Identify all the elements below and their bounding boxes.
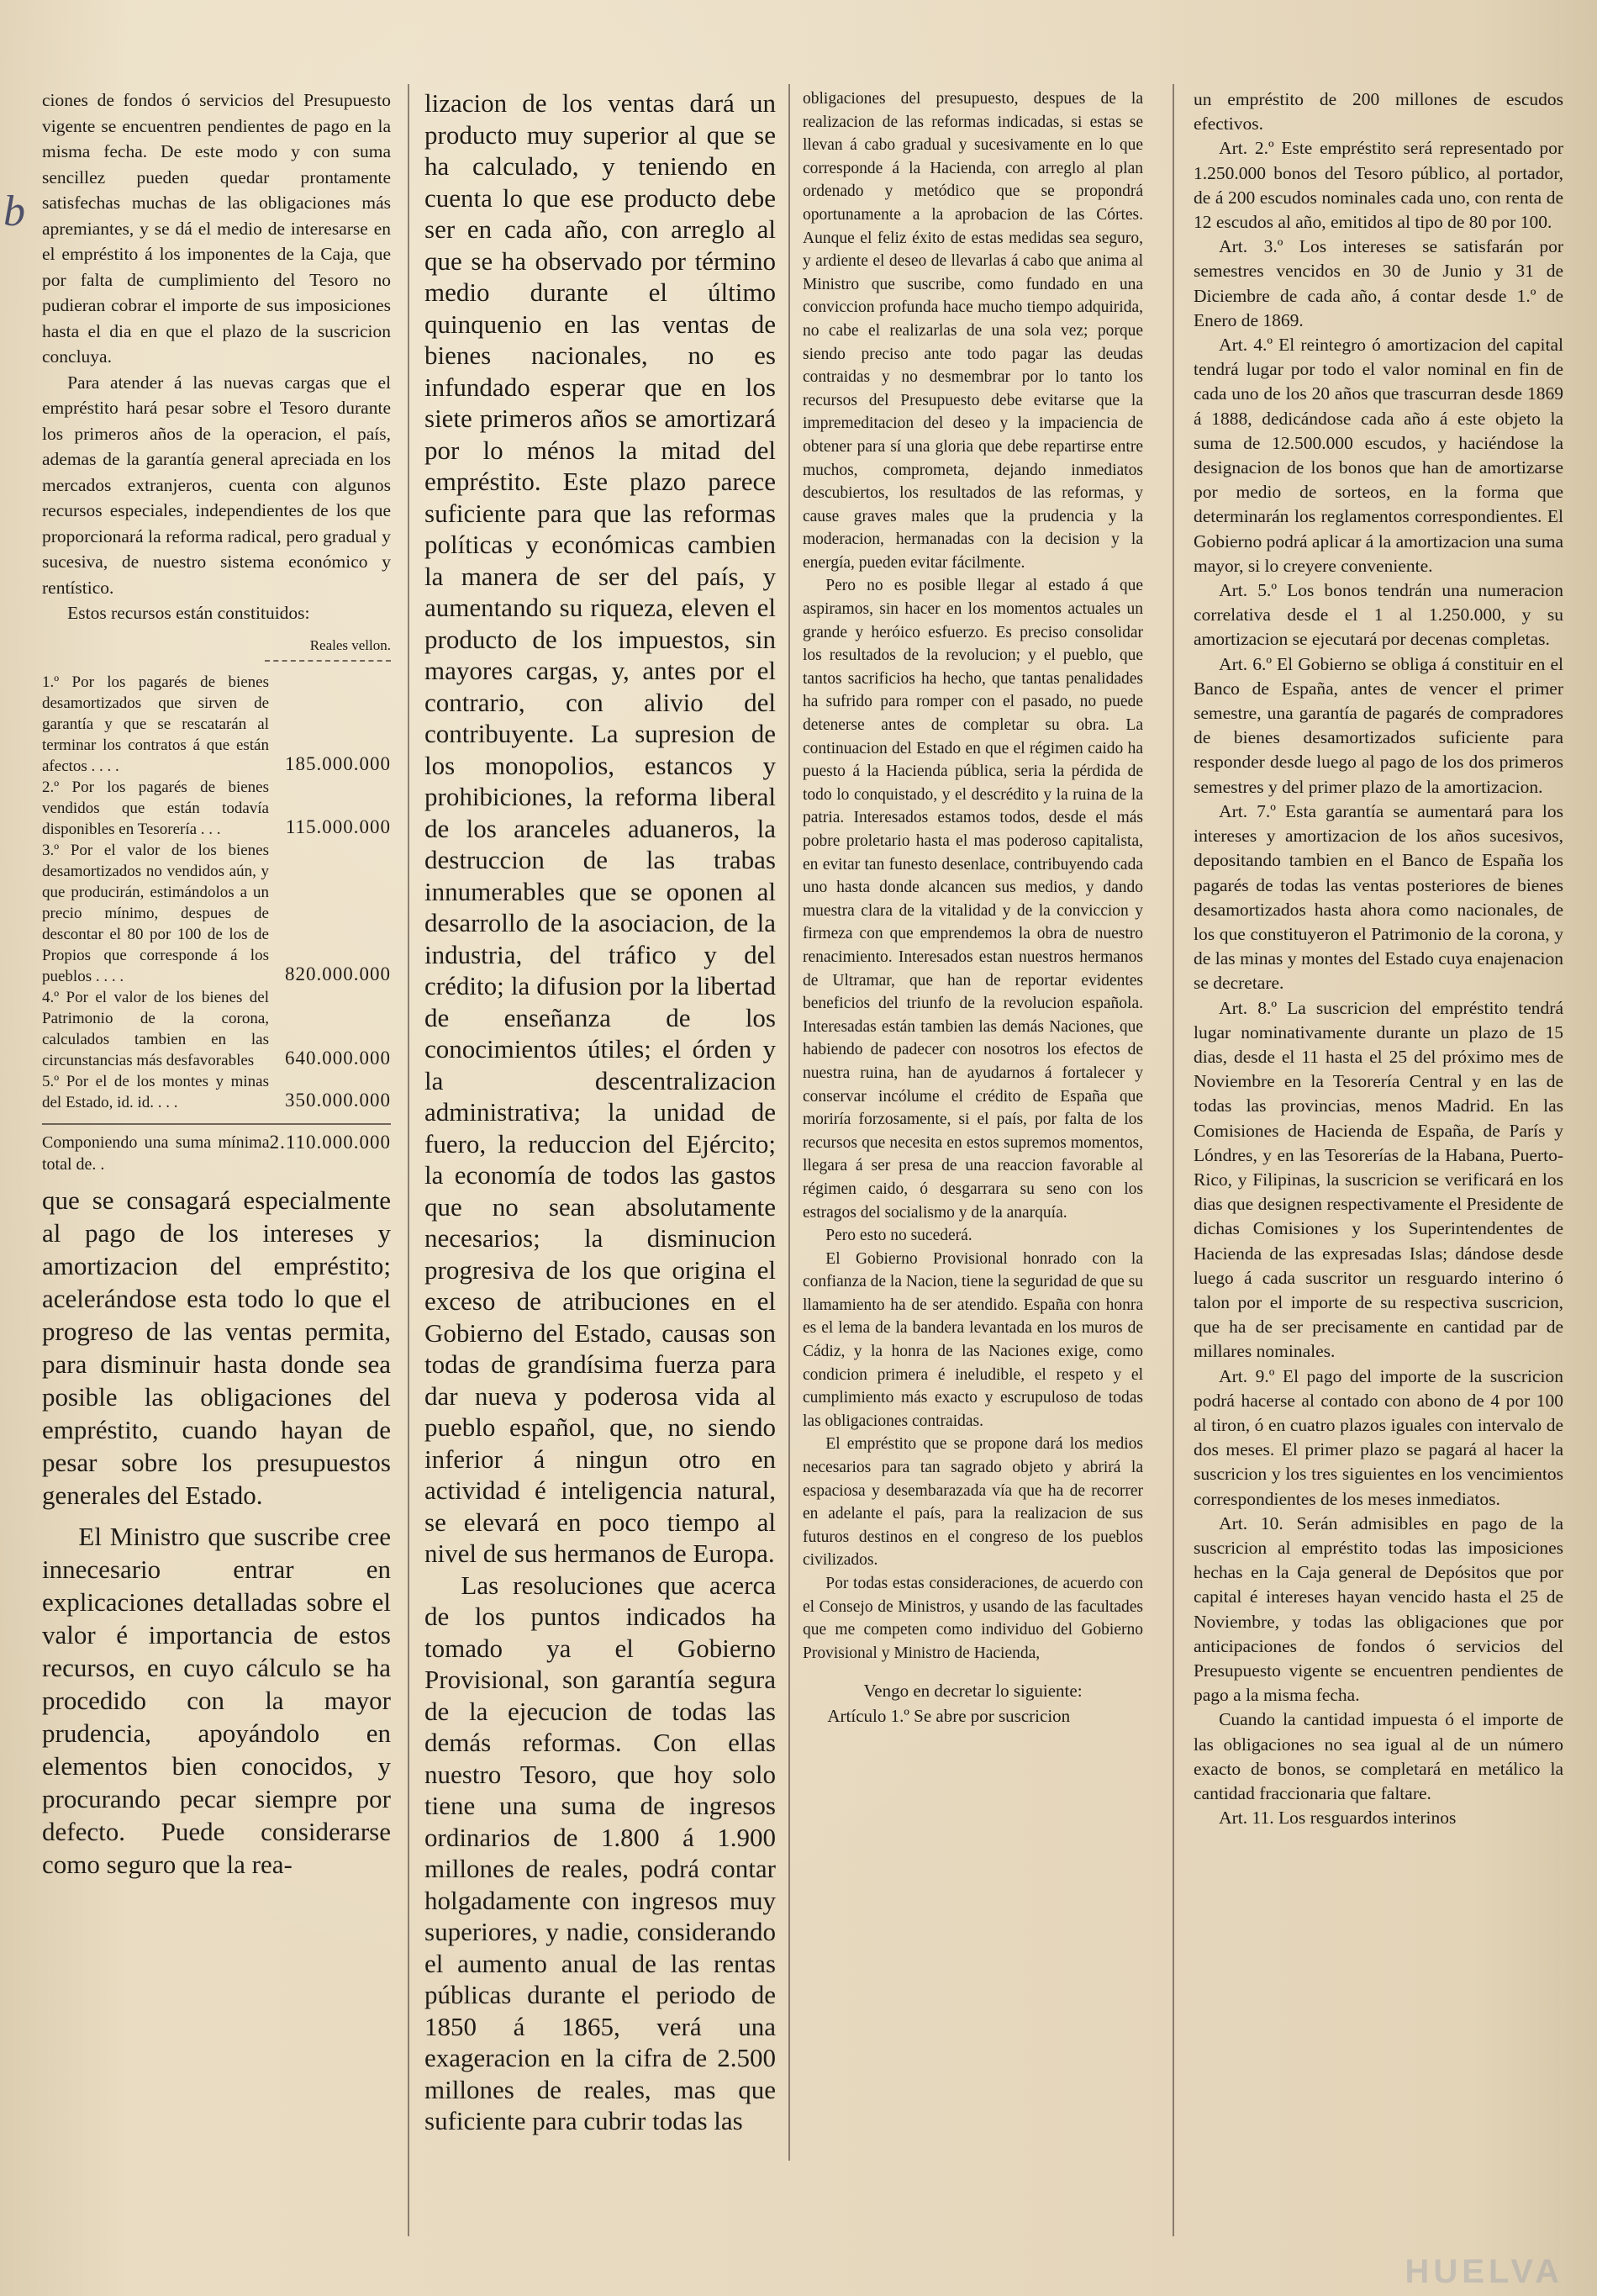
article-2: Art. 2.º Este empréstito será representado por 1.250.000 bonos del Tesoro público, al portador, de á 200 escudos nominales cada uno, con renta de 12 escudos al año, emitidos al tipo de 80 por 100. [1194, 138, 1563, 233]
col3-paragraph-3: Pero esto no sucederá. [825, 1227, 972, 1245]
col3-paragraph-6: Por todas estas consideraciones, de acuerdo con el Consejo de Ministros, y usando de las facultades que me competen como individuo del Gobierno Provisional y Ministro de Hacienda, [803, 1575, 1143, 1662]
decree-heading: Vengo en decretar lo siguiente: [863, 1681, 1083, 1702]
resource-total [42, 1132, 391, 1175]
article-6: Art. 6.º El Gobierno se obliga á constituir en el Banco de España, antes de vencer el primer semestre, una garantía de pagarés de compradores de bienes desamortizados suficiente para responder desde luego al pago de los dos primeros semestres y del primer plazo de la amortizacion. [1194, 653, 1563, 797]
article-4: Art. 4.º El reintegro ó amortizacion del capital tendrá lugar por todo el valor nominal en fin de cada uno de los 20 años que trascurran desde 1869 á 1888, dedicándose cada año á este objeto la suma de 12.500.000 escudos, y haciéndose la designacion de los bonos que han de amortizarse por medio de sorteos, en la forma que determinarán los reglamentos correspondientes. El Gobierno podrá aplicar á la amortizacion una suma mayor, si lo creyere conveniente. [1194, 335, 1563, 576]
col1-paragraph-3: Estos recursos están constituidos: [67, 603, 310, 623]
article-10-paragraph-2: Cuando la cantidad impuesta ó el importe de las obligaciones no sea igual al de un número exacto de bonos, se completará en metálico la cantidad fraccionaria que faltare. [1194, 1709, 1563, 1804]
column-rule-3 [1173, 84, 1174, 2236]
archive-watermark: HUELVA [1405, 2253, 1563, 2290]
column-2 [424, 87, 776, 2137]
column-3 [803, 87, 1143, 1729]
resource-entry-2 [42, 777, 391, 840]
resource-entry-1 [42, 672, 391, 777]
column-rule-2 [788, 84, 790, 2161]
resource-entry-5 [42, 1071, 391, 1113]
article-8: Art. 8.º La suscricion del empréstito tendrá lugar nominativamente durante un plazo de 15 dias, desde el 11 hasta el 25 del próximo mes de Noviembre en la Tesorería Central y en las de todas las provincias, menos Madrid. En las Comisiones de Hacienda de España, de París y Lóndres, y en las Tesorerías de la Habana, Puerto-Rico, y Filipinas, la suscricion se verificará en los dias que designen respectivamente el Presidente de dichas Comisiones y los Superintendentes de Hacienda de las expresadas Islas; dándose desde luego á cada suscritor un resguardo interino ó talon por el importe de su respectiva suscricion, que ha de ser precisamente en cantidad par de millares nominales. [1194, 997, 1563, 1362]
col3-paragraph-5: El empréstito que se propone dará los medios necesarios para tan sagrado objeto y abrirá la espaciosa y desembarazada vía que ha de recorrer en adelante el país, para la realizacion de sus futuros destinos en el congreso de los pueblos civilizados. [803, 1435, 1143, 1570]
resource-entry-label: 4.º Por el valor de los bienes del Patrimonio de la corona, calculados tambien en las circunstancias más desfavorables [42, 989, 269, 1069]
resource-entry-amount: 350.000.000 [285, 1089, 391, 1111]
resource-total-label: Componiendo una suma mínima total de. . [42, 1133, 270, 1174]
col1-paragraph-2: Para atender á las nuevas cargas que el empréstito hará pesar sobre el Tesoro durante los primeros años de la operacion, el país, ademas de la garantía general apreciada en los mercados extranjeros, cuenta con algunos recursos especiales, independientes de los que proporcionará la reforma radical, pero gradual y sucesiva, de nuestro sistema económico y rentístico. [42, 372, 391, 598]
col3-paragraph-2: Pero no es posible llegar al estado á que aspiramos, sin hacer en los momentos actuales un grande y heróico esfuerzo. Es preciso consolidar los resultados de la revolucion; y el pueblo, que tantos sacrificios ha hecho, que tantas penalidades ha sufrido para romper con el pasado, no puede detenerse antes de completar su obra. La continuacion del Estado en que el régimen caido ha puesto á la Hacienda pública, seria la pérdida de todo lo conquistado, y el descrédito y la ruina de la patria. Interesados estamos todos, desde el más pobre proletario hasta el mas poderoso capitalista, en evitar tan funesto desenlace, contribuyendo cada uno hasta donde alcancen sus medios, y dando muestra clara de la vitalidad y de la conviccion y firmeza con que emprendemos la obra de nuestro renacimiento. Interesados estan nuestros hermanos de Ultramar, que han de reportar evidentes beneficios del triunfo de la revolucion española. Interesadas están tambien las demás Naciones, que habiendo de padecer con nosotros los efectos de nuestra ruina, han de ayudarnos á fortalecer y conservar incólume el crédito de España que moriría forzosamente, si el país, por falta de los recursos que necesita en estos supremos momentos, llegara á ser presa de una reaccion favorable al régimen caido, ó desgarrara su seno con los estragos del socialismo y de la anarquía. [803, 577, 1143, 1222]
resource-entry-3 [42, 840, 391, 987]
col2-paragraph-2: Las resoluciones que acerca de los puntos indicados ha tomado ya el Gobierno Provisional, son garantía segura de la ejecucion de todas las demás reformas. Con ellas nuestro Tesoro, que hoy solo tiene una suma de ingresos ordinarios de 1.800 á 1.900 millones de reales, podrá contar holgadamente con ingresos muy superiores, y nadie, considerando el aumento anual de las rentas públicas durante el periodo de 1850 á 1865, verá una exageracion en la cifra de 2.500 millones de reales, mas que suficiente para cubrir todas las [424, 1570, 776, 2135]
resource-entry-4 [42, 987, 391, 1071]
ink-mark: b [3, 187, 25, 235]
resource-entry-amount: 115.000.000 [285, 815, 391, 837]
col2-paragraph-1: lizacion de los ventas dará un producto muy superior al que se ha calculado, y teniendo en cuenta lo que ese producto debe ser en cada año, con arreglo al que se ha observado por término medio durante el último quinquenio en las ventas de bienes nacionales, no es infundado esperar que en los siete primeros años se amortizará por lo ménos la mitad del empréstito. Este plazo parece suficiente para que las reformas políticas y económicas cambien la manera de ser del país, y aumentando su riqueza, eleven el producto de los impuestos, sin mayores cargas, y, antes por el contrario, con alivio del contribuyente. La supresion de los monopolios, estancos y prohibiciones, la reforma liberal de los aranceles aduaneros, la destruccion de las trabas innumerables que se oponen al desarrollo de la asociacion, de la industria, del tráfico y del crédito; la difusion por la libertad de enseñanza de los conocimientos útiles; el órden y la descentralizacion administrativa; la unidad de fuero, la reduccion del Ejército; la economía de todos las gastos que no sean absolutamente necesarios; la disminucion progresiva de los que origina el exceso de atribuciones en el Gobierno del Estado, causas son todas de grandísima fuerza para dar nueva y poderosa vida al pueblo español, que, no siendo inferior á ningun otro en actividad é inteligencia natural, se elevará en poco tiempo al nivel de sus hermanos de Europa. [424, 88, 776, 1568]
resource-entry-label: 5.º Por el de los montes y minas del Estado, id. id. . . . [42, 1073, 269, 1111]
reales-vellon-header: Reales vellon. [309, 636, 391, 653]
column-rule-1 [408, 84, 409, 2236]
col4-paragraph-1: un empréstito de 200 millones de escudos efectivos. [1194, 89, 1563, 135]
header-divider [265, 660, 391, 662]
article-7: Art. 7.º Esta garantía se aumentará para los intereses y amortizacion de los años sucesivos, depositando tambien en el Banco de España los pagarés de todas las ventas posteriores de bienes desamortizados hasta ahora como nacionales, de los que constituyeron el Patrimonio de la corona, y de las minas y montes del Estado cuya enajenacion se decretare. [1194, 800, 1563, 994]
col3-paragraph-4: El Gobierno Provisional honrado con la confianza de la Nacion, tiene la seguridad de que su llamamiento ha de ser atendido. España con honra es el lema de la bandera levantada en los muros de Cádiz, y la honra de las Naciones exige, como condicion primera é ineludible, el respeto y el cumplimiento más exacto y escrupuloso de todas las obligaciones contraidas. [803, 1249, 1143, 1430]
article-3: Art. 3.º Los intereses se satisfarán por semestres vencidos en 30 de Junio y 31 de Diciembre de cada año, á contar desde 1.º de Enero de 1869. [1194, 236, 1563, 330]
resource-entry-amount: 640.000.000 [285, 1047, 391, 1069]
col1-paragraph-4: que se consagará especialmente al pago de los intereses y amortizacion del empréstito; acelerándose esta todo lo que el progreso de las ventas permita, para disminuir hasta donde sea posible las obligaciones del empréstito, cuando hayan de pesar sobre los presupuestos generales del Estado. [42, 1185, 391, 1510]
article-11: Art. 11. Los resguardos interinos [1219, 1808, 1457, 1829]
col1-paragraph-1: ciones de fondos ó servicios del Presupuesto vigente se encuentren pendientes de pago en la misma fecha. De este modo y con suma sencillez pueden quedar prontamente satisfechas muchas de las obligaciones más apremiantes, y se dá el medio de interesarse en el empréstito á los imponentes de la Caja, que por falta de cumplimiento del Tesoro no pudieran cobrar el importe de sus imposiciones hasta el dia en que el plazo de la suscricion concluya. [42, 90, 391, 367]
article-5: Art. 5.º Los bonos tendrán una numeracion correlativa desde el 1 al 1.250.000, y su amortizacion se ejecutará por decenas completas. [1194, 580, 1563, 650]
resource-entry-label: 1.º Por los pagarés de bienes desamortizados que sirven de garantía y que se rescatarán al terminar los contratos á que están afectos . . . . [42, 673, 269, 775]
resource-entry-amount: 185.000.000 [285, 752, 391, 774]
article-1: Artículo 1.º Se abre por suscricion [827, 1706, 1071, 1727]
article-9: Art. 9.º El pago del importe de la suscricion podrá hacerse al contado con abono de 4 por 100 al tiron, ó en cuatro plazos iguales con intervalo de dos meses. El primer plazo se pagará al hacer la suscricion y los tres siguientes en los vencimientos correspondientes de los meses inmediatos. [1194, 1365, 1563, 1509]
resource-total-amount: 2.110.000.000 [269, 1132, 391, 1153]
column-1 [42, 87, 391, 1881]
resource-entry-amount: 820.000.000 [285, 963, 391, 984]
column-4 [1194, 87, 1563, 1830]
article-10: Art. 10. Serán admisibles en pago de la suscricion al empréstito todas las imposiciones hechas en la Caja general de Depósitos que por capital é intereses hayan vencido hasta el 25 de Noviembre, y todas las obligaciones que por anticipaciones de fondos ó servicios del Presupuesto vigente se encuentren pendientes de pago a la misma fecha. [1194, 1512, 1563, 1706]
resource-entry-label: 2.º Por los pagarés de bienes vendidos que están todavía disponibles en Tesorería . . . [42, 779, 269, 838]
resource-entry-label: 3.º Por el valor de los bienes desamortizados no vendidos aún, y que producirán, estimándolos a un precio mínimo, despues de descontar el 80 por 100 de los de Propios que corresponde á los pueblos . . . . [42, 842, 269, 985]
col1-paragraph-5: El Ministro que suscribe cree innecesario entrar en explicaciones detalladas sobre el valor é importancia de estos recursos, en cuyo cálculo se ha procedido con la mayor prudencia, apoyándolo en elementos bien conocidos, y procurando pecar siempre por defecto. Puede considerarse como seguro que la rea- [42, 1522, 391, 1879]
total-divider [42, 1123, 391, 1125]
col3-paragraph-1: obligaciones del presupuesto, despues de la realizacion de las reformas indicadas, si estas se llevan á cabo gradual y sucesivamente en lo que corresponde á la Hacienda, con arreglo al plan ordenado y metódico que se propondrá oportunamente a la aprobacion de las Córtes. Aunque el feliz éxito de estas medidas sea seguro, y ardiente el deseo de llevarlas á cabo que anima al Ministro que suscribe, como fundado en una conviccion profunda hace mucho tiempo adquirida, no cabe el realizarlas de una sola vez; porque siendo preciso ante todo pagar las deudas contraidas y no desmembrar por lo tanto los recursos del Presupuesto debe evitarse que la impremeditacion del deseo y la impaciencia de obtener para sí una gloria que debe repartirse entre muchos, comprometa, dejando inmediatos descubiertos, los resultados de las reformas, y cause graves males que la prudencia y la moderacion, hermanadas con la decision y la energía, pueden evitar fácilmente. [803, 90, 1143, 572]
